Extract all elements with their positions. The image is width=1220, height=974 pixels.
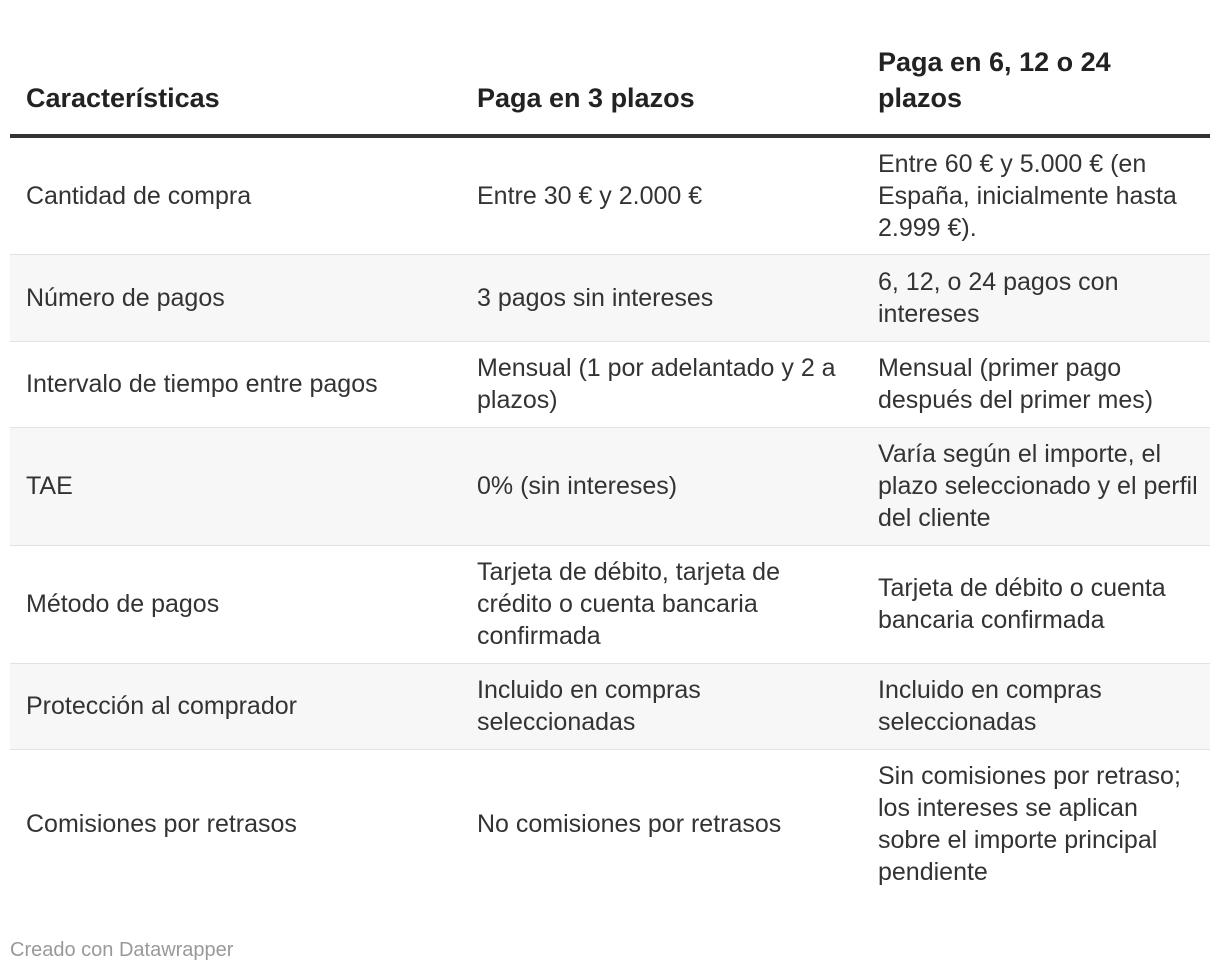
row-label: Método de pagos: [10, 545, 451, 663]
table-cell: 6, 12, o 24 pagos con intereses: [852, 254, 1210, 341]
table-cell: 3 pagos sin intereses: [451, 254, 852, 341]
table-cell: Mensual (1 por adelantado y 2 a plazos): [451, 341, 852, 427]
table-row: [10, 136, 1210, 254]
table-header-row: [10, 0, 1210, 136]
table-cell: Sin comisiones por retraso; los intereses se aplican sobre el importe principal pendiente: [878, 762, 1181, 887]
column-header-6-12-24-plazos: Paga en 6, 12 o 24 plazos: [852, 0, 1210, 136]
table-cell: Entre 30 € y 2.000 €: [451, 136, 852, 254]
table-row: [10, 427, 1210, 545]
row-label: Protección al comprador: [10, 663, 451, 749]
row-label: TAE: [10, 427, 451, 545]
row-label: Cantidad de compra: [10, 136, 451, 254]
table-cell: Varía según el importe, el plazo seleccionado y el perfil del cliente: [852, 427, 1210, 545]
table-row: [10, 341, 1210, 427]
table-cell: Incluido en compras seleccionadas: [852, 663, 1210, 749]
table-cell: Tarjeta de débito, tarjeta de crédito o cuenta bancaria confirmada: [451, 545, 852, 663]
row-label: Intervalo de tiempo entre pagos: [10, 341, 451, 427]
table-row: [10, 663, 1210, 749]
table-cell: No comisiones por retrasos: [477, 810, 782, 839]
column-header-caracteristicas: Características: [10, 0, 451, 136]
table-cell: Incluido en compras seleccionadas: [451, 663, 852, 749]
table-row: [10, 749, 1210, 899]
row-label: Comisiones por retrasos: [26, 810, 297, 839]
comparison-table: [10, 0, 1210, 899]
row-label: Número de pagos: [10, 254, 451, 341]
table-cell: Mensual (primer pago después del primer mes): [852, 341, 1210, 427]
table-cell: Entre 60 € y 5.000 € (en España, inicialmente hasta 2.999 €).: [852, 136, 1210, 254]
table-row: [10, 254, 1210, 341]
column-header-3-plazos: Paga en 3 plazos: [451, 0, 852, 136]
table-row: [10, 545, 1210, 663]
table-cell: 0% (sin intereses): [451, 427, 852, 545]
datawrapper-credit: Creado con Datawrapper: [10, 939, 234, 961]
comparison-table-container: [10, 0, 1210, 899]
table-cell: Tarjeta de débito o cuenta bancaria confirmada: [852, 545, 1210, 663]
